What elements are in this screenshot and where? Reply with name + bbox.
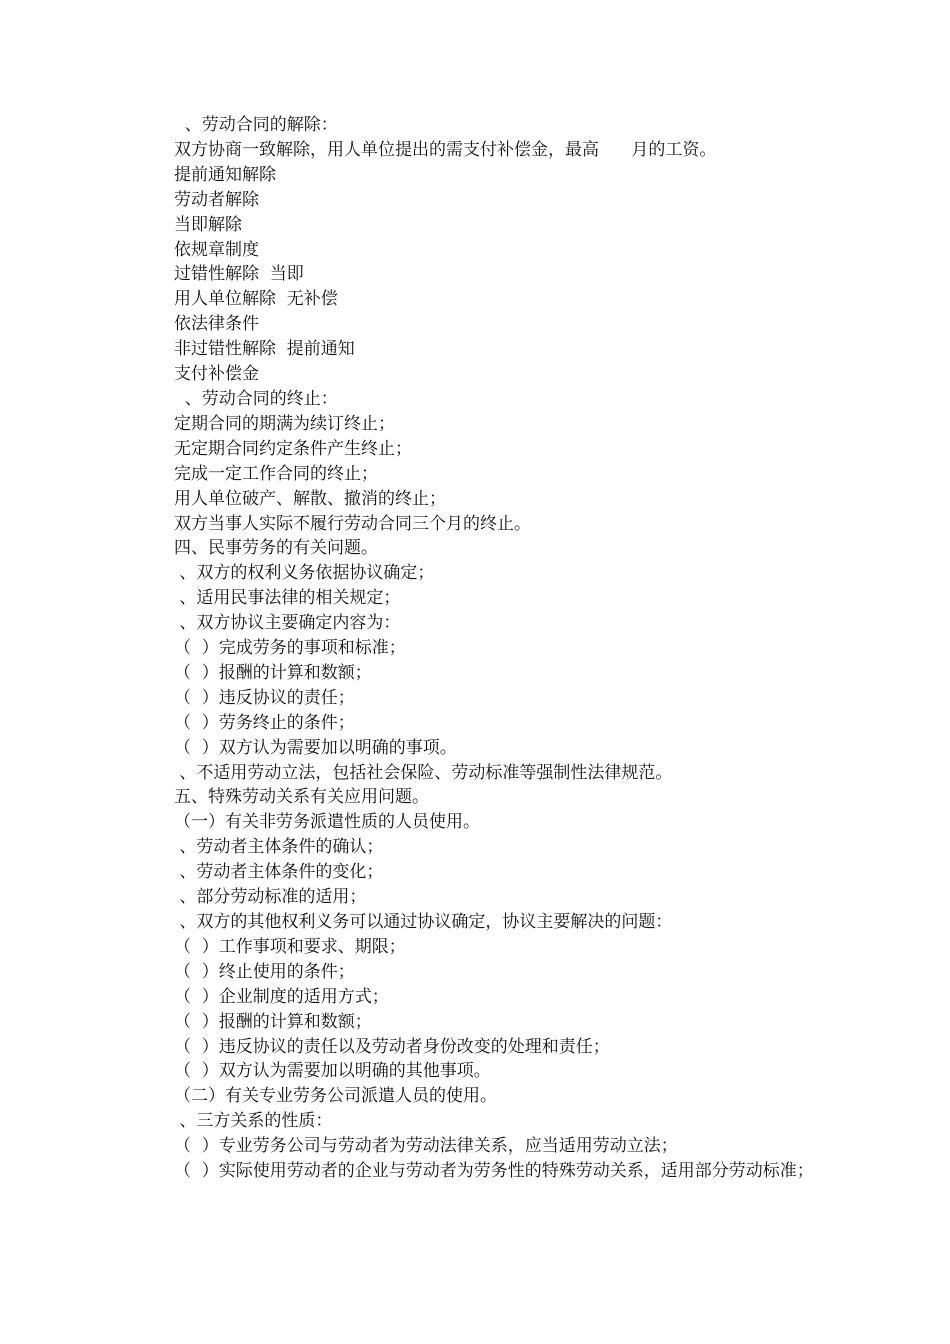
text-line: 定期合同的期满为续订终止；	[174, 413, 395, 434]
text-line: 、劳动者主体条件的变化；	[174, 862, 384, 883]
text-line: 、双方的其他权利义务可以通过协议确定，协议主要解决的问题：	[174, 912, 673, 932]
text-line: 依规章制度	[174, 239, 259, 260]
list-item: （ ）违反协议的责任；	[174, 687, 355, 708]
text-line: 完成一定工作合同的终止；	[174, 463, 378, 484]
list-item: （ ）违反协议的责任以及劳动者身份改变的处理和责任；	[174, 1036, 610, 1057]
list-item: （ ）劳务终止的条件；	[174, 712, 355, 733]
text-line: 双方当事人实际不履行劳动合同三个月的终止。	[174, 513, 531, 534]
list-item: （ ）双方认为需要加以明确的事项。	[174, 737, 457, 758]
subsection-heading: （二）有关专业劳务公司派遣人员的使用。	[174, 1086, 497, 1107]
text-line: 、三方关系的性质：	[174, 1111, 333, 1132]
list-item: （ ）终止使用的条件；	[174, 961, 355, 982]
list-item: （ ）双方认为需要加以明确的其他事项。	[174, 1061, 491, 1082]
text-line: 非过错性解除 提前通知	[174, 339, 355, 360]
document-body	[174, 113, 824, 1184]
text-line: 、部分劳动标准的适用；	[174, 887, 367, 908]
subsection-heading: （一）有关非劳务派遣性质的人员使用。	[174, 812, 480, 833]
text-line: 用人单位破产、解散、撤消的终止；	[174, 488, 446, 509]
text-line: 当即解除	[174, 214, 242, 235]
text-line: 、适用民事法律的相关规定；	[174, 588, 401, 609]
text-line: 无定期合同约定条件产生终止；	[174, 438, 412, 459]
text-line: 用人单位解除 无补偿	[174, 289, 338, 310]
section-heading: 五、特殊劳动关系有关应用问题。	[174, 787, 429, 808]
text-line: 双方协商一致解除，用人单位提出的需支付补偿金，最高 月的工资。	[174, 139, 717, 160]
text-line: 支付补偿金	[174, 364, 259, 385]
text-line: 劳动者解除	[174, 189, 259, 210]
list-item: （ ）报酬的计算和数额；	[174, 662, 372, 683]
list-item: （ ）专业劳务公司与劳动者为劳动法律关系，应当适用劳动立法；	[174, 1136, 678, 1157]
text-line: 、不适用劳动立法，包括社会保险、劳动标准等强制性法律规范。	[174, 762, 673, 783]
text-line: 依法律条件	[174, 314, 259, 335]
text-line: 过错性解除 当即	[174, 264, 304, 285]
text-line: 提前通知解除	[174, 164, 276, 185]
text-line: 、双方协议主要确定内容为：	[174, 613, 401, 634]
section-heading: 四、民事劳务的有关问题。	[174, 538, 378, 559]
list-item: （ ）工作事项和要求、期限；	[174, 936, 406, 957]
list-item: （ ）实际使用劳动者的企业与劳动者为劳务性的特殊劳动关系，适用部分劳动标准；	[174, 1161, 814, 1182]
list-item: （ ）企业制度的适用方式；	[174, 986, 389, 1007]
section-heading: 、劳动合同的终止：	[174, 388, 338, 409]
list-item: （ ）完成劳务的事项和标准；	[174, 638, 406, 659]
text-line: 、劳动合同的解除：	[174, 115, 338, 135]
text-line: 、双方的权利义务依据协议确定；	[174, 563, 435, 584]
text-line: 、劳动者主体条件的确认；	[174, 837, 384, 858]
list-item: （ ）报酬的计算和数额；	[174, 1011, 372, 1032]
